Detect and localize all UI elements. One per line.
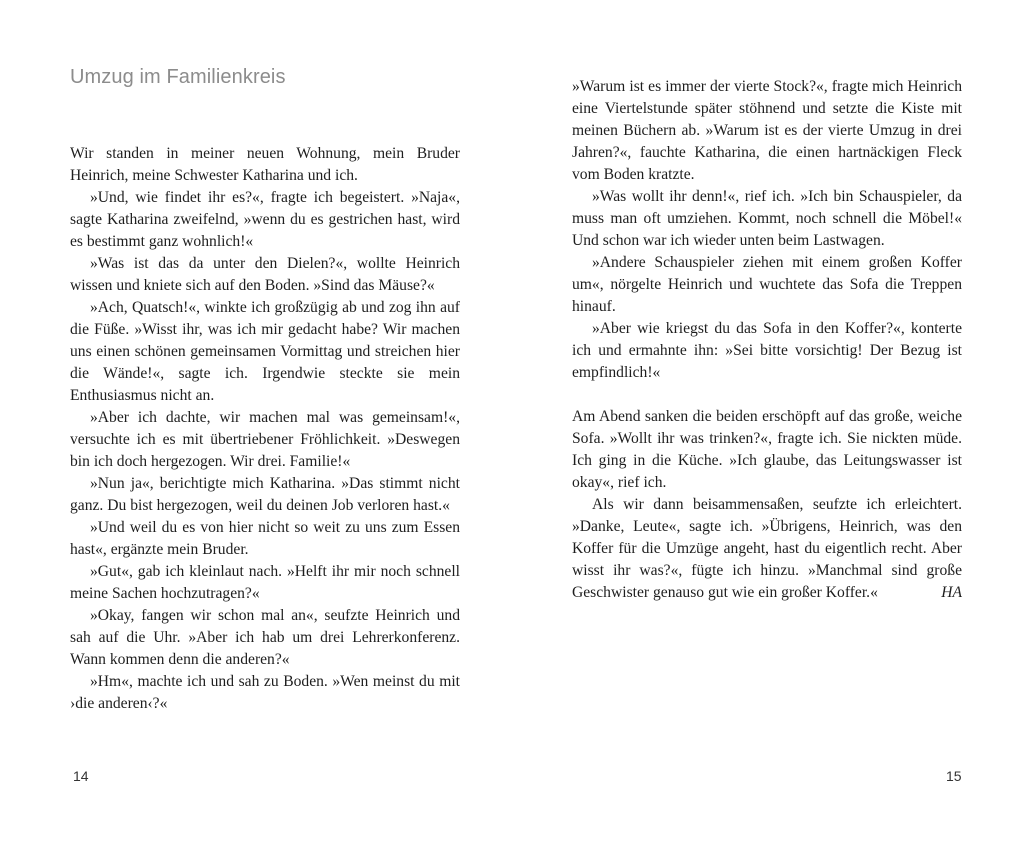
- paragraph: »Andere Schauspieler ziehen mit einem großen Koffer um«, nörgelte Heinrich und wuchtete das Sofa die Treppen hinauf.: [572, 254, 962, 315]
- paragraph: »Aber ich dachte, wir machen mal was gemeinsam!«, versuchte ich es mit übertriebener Fröhlichkeit. »Deswegen bin ich doch hergezogen. Wir drei. Familie!«: [70, 409, 460, 470]
- paragraph: »Und, wie findet ihr es?«, fragte ich begeistert. »Naja«, sagte Katharina zweifelnd, »wenn du es gestrichen hast, wird es bestimmt ganz wohnlich!«: [70, 189, 460, 250]
- paragraph: »Und weil du es von hier nicht so weit zu uns zum Essen hast«, ergänzte mein Bruder.: [70, 519, 460, 558]
- paragraph: »Nun ja«, berichtigte mich Katharina. »Das stimmt nicht ganz. Du bist hergezogen, weil du deinen Job verloren hast.«: [70, 475, 460, 514]
- paragraph: »Was ist das da unter den Dielen?«, wollte Heinrich wissen und kniete sich auf den Boden. »Sind das Mäuse?«: [70, 255, 460, 294]
- paragraph-final-text: Als wir dann beisammensaßen, seufzte ich erleichtert. »Danke, Leute«, sagte ich. »Übrigens, Heinrich, was den Koffer für die Umzüge angeht, hast du eigentlich recht. Aber wisst ihr was?«, fügte ich hinzu. »Manchmal sind große Geschwister genauso gut wie ein großer Koffer.«: [572, 496, 962, 601]
- paragraph: »Warum ist es immer der vierte Stock?«, fragte mich Heinrich eine Viertelstunde später stöhnend und setzte die Kiste mit meinen Büchern ab. »Warum ist es der vierte Umzug in drei Jahren?«, fauchte Katharina, die einen hartnäckigen Fleck vom Boden kratzte.: [572, 78, 962, 183]
- paragraph: »Gut«, gab ich kleinlaut nach. »Helft ihr mir noch schnell meine Sachen hochzutragen?«: [70, 563, 460, 602]
- chapter-title: Umzug im Familienkreis: [70, 66, 286, 88]
- page-number: 15: [946, 768, 962, 784]
- right-page-text: [572, 76, 962, 604]
- paragraph: Am Abend sanken die beiden erschöpft auf das große, weiche Sofa. »Wollt ihr was trinken?«, fragte ich. Sie nickten müde. Ich ging in die Küche. »Ich glaube, das Leitungswasser ist okay«, rief ich.: [572, 408, 962, 491]
- paragraph: »Aber wie kriegst du das Sofa in den Koffer?«, konterte ich und ermahnte ihn: »Sei bitte vorsichtig! Der Bezug ist empfindlich!«: [572, 320, 962, 381]
- paragraph: »Hm«, machte ich und sah zu Boden. »Wen meinst du mit ›die anderen‹?«: [70, 673, 460, 712]
- author-initials: HA: [941, 584, 962, 601]
- right-page: [514, 0, 1029, 858]
- paragraph: Wir standen in meiner neuen Wohnung, mein Bruder Heinrich, meine Schwester Katharina und ich.: [70, 145, 460, 184]
- left-page: [0, 0, 514, 858]
- paragraph: »Was wollt ihr denn!«, rief ich. »Ich bin Schauspieler, da muss man oft umziehen. Kommt, noch schnell die Möbel!« Und schon war ich wieder unten beim Lastwagen.: [572, 188, 962, 249]
- paragraph: »Ach, Quatsch!«, winkte ich großzügig ab und zog ihn auf die Füße. »Wisst ihr, was ich mir gedacht habe? Wir machen uns einen schönen gemeinsamen Vormittag und streichen hier die Wände!«, sagte ich. Irgendwie steckte sie mein Enthusiasmus nicht an.: [70, 299, 460, 404]
- paragraph: »Okay, fangen wir schon mal an«, seufzte Heinrich und sah auf die Uhr. »Aber ich hab um drei Lehrerkonferenz. Wann kommen denn die anderen?«: [70, 607, 460, 668]
- paragraph-final: [572, 494, 962, 604]
- page-number: 14: [73, 768, 89, 784]
- left-page-text: [70, 143, 460, 715]
